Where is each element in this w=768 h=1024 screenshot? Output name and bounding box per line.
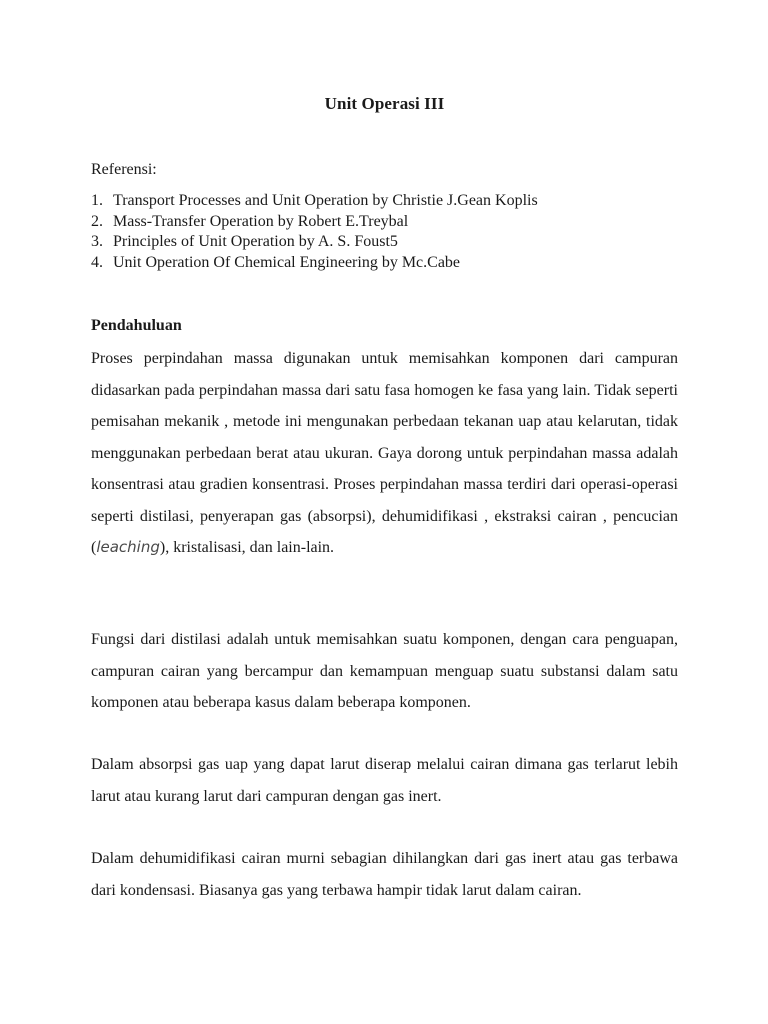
reference-number: 3. <box>91 233 103 251</box>
leaching-term: leaching <box>96 538 160 556</box>
paragraph-intro-text: Proses perpindahan massa digunakan untuk memisahkan komponen dari campuran didasarkan pada perpindahan massa dari satu fasa homogen ke fasa yang lain. Tidak seperti pemisahan mekanik , metode ini mengunakan perbedaan tekanan uap atau kelarutan, tidak menggunakan perbedaan berat atau ukuran. Gaya dorong untuk perpindahan massa adalah konsentrasi atau gradien konsentrasi. Proses perpindahan massa terdiri dari operasi-operasi seperti distilasi, penyerapan gas (absorpsi), dehumidifikasi , ekstraksi cairan , pencucian ( <box>91 350 678 556</box>
references-list <box>91 191 538 274</box>
paragraph-distilasi: Fungsi dari distilasi adalah untuk memisahkan suatu komponen, dengan cara penguapan, campuran cairan yang bercampur dan kemampuan menguap suatu substansi dalam satu komponen atau beberapa kasus dalam beberapa komponen. <box>91 631 678 711</box>
reference-number: 4. <box>91 254 103 272</box>
reference-number: 2. <box>91 212 103 230</box>
reference-number: 1. <box>91 192 103 209</box>
paragraph-absorpsi: Dalam absorpsi gas uap yang dapat larut diserap melalui cairan dimana gas terlarut lebih larut atau kurang larut dari campuran dengan gas inert. <box>91 756 678 805</box>
reference-text: Unit Operation Of Chemical Engineering by Mc.Cabe <box>113 254 461 272</box>
reference-text: Mass-Transfer Operation by Robert E.Treybal <box>113 212 409 230</box>
reference-item <box>91 191 538 212</box>
paragraph-intro <box>91 343 678 564</box>
reference-item <box>91 212 538 233</box>
document-title: Unit Operasi III <box>324 94 445 113</box>
references-label: Referensi: <box>91 161 157 178</box>
reference-text: Principles of Unit Operation by A. S. Foust5 <box>113 233 398 251</box>
paragraph-dehumidifikasi: Dalam dehumidifikasi cairan murni sebagian dihilangkan dari gas inert atau gas terbawa dari kondensasi. Biasanya gas yang terbawa hampir tidak larut dalam cairan. <box>91 850 678 899</box>
document-page <box>91 0 678 1024</box>
reference-item <box>91 232 538 253</box>
paragraph-intro-text-end: ), kristalisasi, dan lain-lain. <box>159 539 335 556</box>
reference-text: Transport Processes and Unit Operation by Christie J.Gean Koplis <box>113 192 538 209</box>
section-heading-pendahuluan: Pendahuluan <box>91 317 182 334</box>
reference-item <box>91 253 538 274</box>
